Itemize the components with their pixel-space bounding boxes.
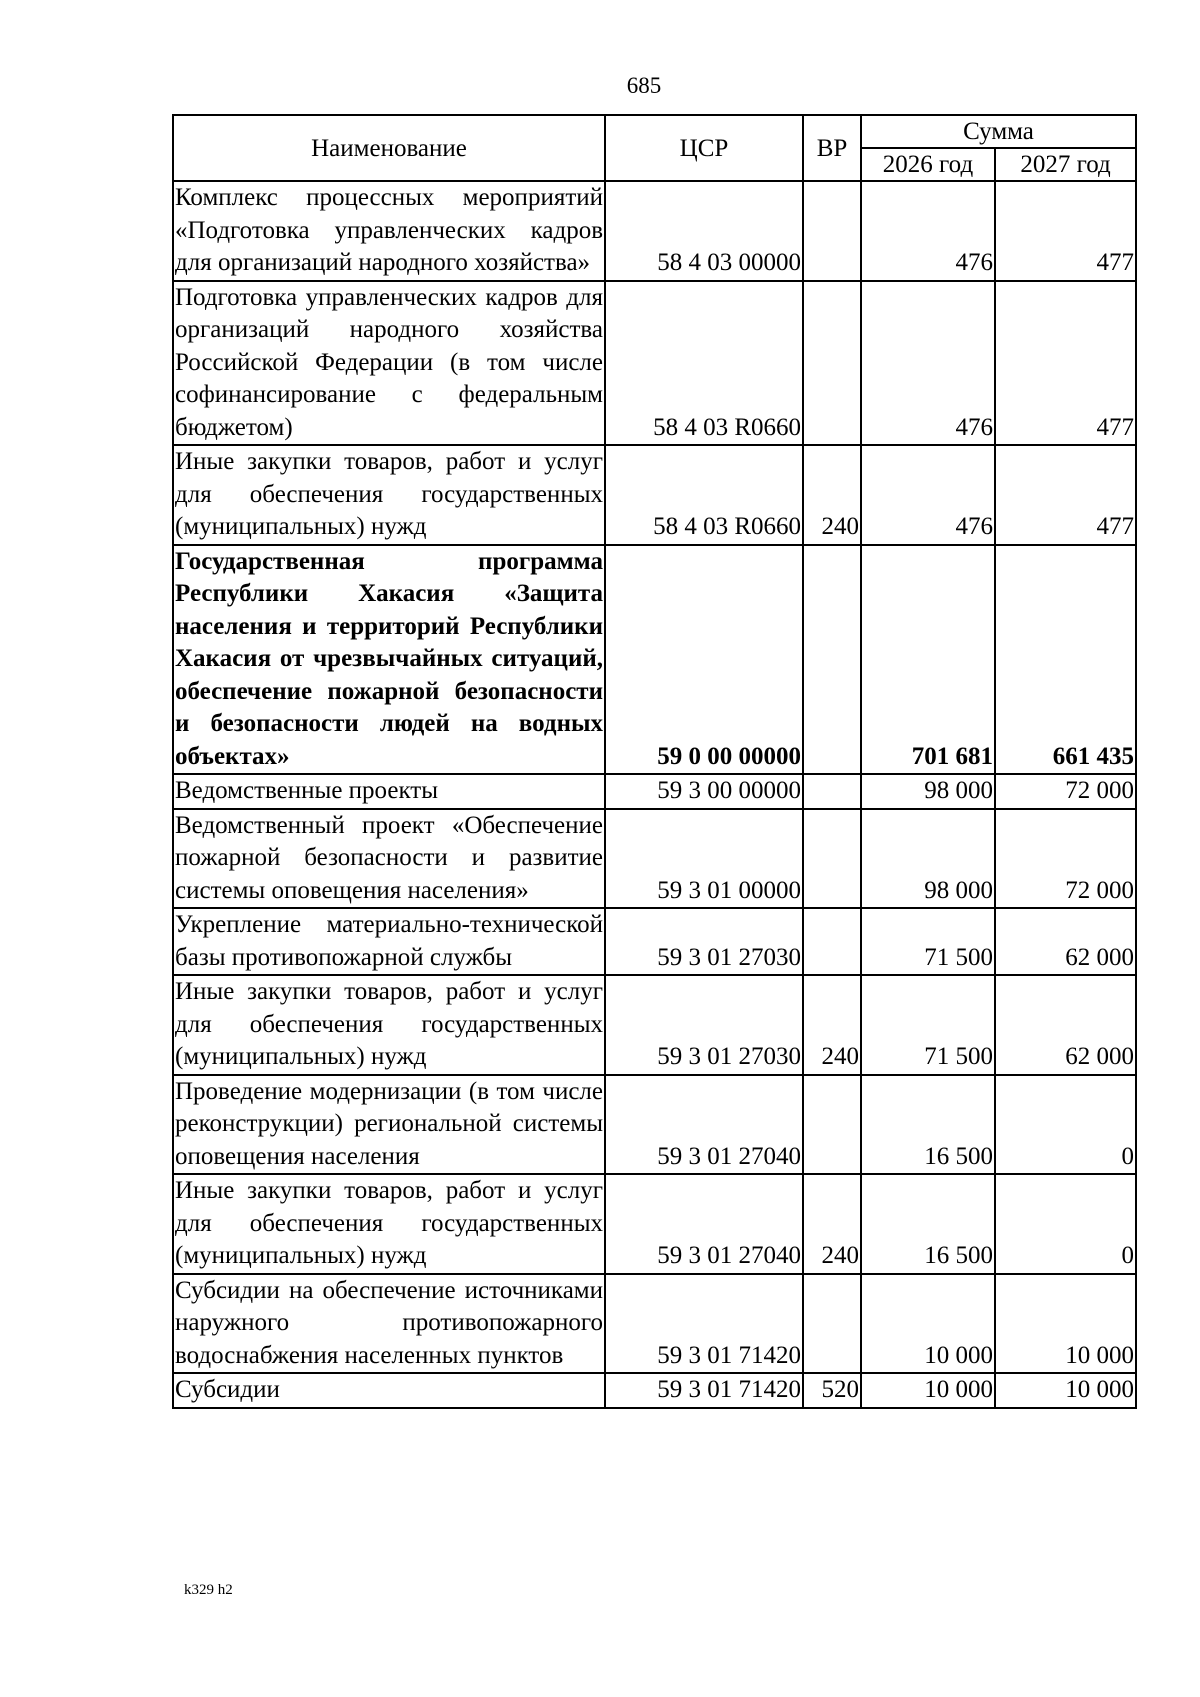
table-row [173, 908, 1136, 975]
row-vr [803, 1075, 861, 1175]
row-csr: 59 3 01 27040 [605, 1174, 803, 1274]
table-row [173, 975, 1136, 1075]
row-sum-2027: 0 [995, 1174, 1136, 1274]
row-vr [803, 545, 861, 775]
row-sum-2026: 16 500 [861, 1174, 995, 1274]
row-name: Ведомственный проект «Обеспечение пожарной безопасности и развитие системы оповещения населения» [173, 809, 605, 909]
table-body [173, 181, 1136, 1408]
row-vr [803, 281, 861, 446]
row-name: Иные закупки товаров, работ и услуг для обеспечения государственных (муниципальных) нужд [173, 1174, 605, 1274]
row-sum-2026: 476 [861, 281, 995, 446]
row-vr [803, 809, 861, 909]
header-sum: Сумма [861, 115, 1136, 148]
row-name: Иные закупки товаров, работ и услуг для обеспечения государственных (муниципальных) нужд [173, 975, 605, 1075]
row-sum-2027: 62 000 [995, 908, 1136, 975]
row-name: Государственная программа Республики Хакасия «Защита населения и территорий Республики Хакасия от чрезвычайных ситуаций, обеспечение пожарной безопасности и безопасности людей на водных объектах» [173, 545, 605, 775]
row-name: Субсидии на обеспечение источниками наружного противопожарного водоснабжения населенных пунктов [173, 1274, 605, 1374]
row-csr: 59 3 01 27040 [605, 1075, 803, 1175]
table-row [173, 545, 1136, 775]
row-sum-2026: 476 [861, 445, 995, 545]
header-year-2027: 2027 год [995, 148, 1136, 181]
table-row [173, 774, 1136, 809]
row-vr [803, 181, 861, 281]
row-sum-2027: 10 000 [995, 1274, 1136, 1374]
row-sum-2027: 477 [995, 181, 1136, 281]
table-row [173, 281, 1136, 446]
table-row [173, 1075, 1136, 1175]
table-row [173, 181, 1136, 281]
row-vr [803, 774, 861, 809]
row-sum-2026: 10 000 [861, 1373, 995, 1408]
row-sum-2026: 10 000 [861, 1274, 995, 1374]
row-name: Комплекс процессных мероприятий «Подготовка управленческих кадров для организаций народного хозяйства» [173, 181, 605, 281]
table-row [173, 1274, 1136, 1374]
row-sum-2026: 476 [861, 181, 995, 281]
row-sum-2026: 98 000 [861, 774, 995, 809]
page-number: 685 [626, 73, 662, 98]
row-csr: 58 4 03 R0660 [605, 445, 803, 545]
table-header [173, 115, 1136, 181]
row-name: Иные закупки товаров, работ и услуг для обеспечения государственных (муниципальных) нужд [173, 445, 605, 545]
header-csr: ЦСР [605, 115, 803, 181]
table-row [173, 809, 1136, 909]
budget-table [172, 114, 1137, 1409]
footer-code: k329 h2 [184, 1582, 233, 1598]
row-name: Ведомственные проекты [173, 774, 605, 809]
row-csr: 59 3 01 71420 [605, 1373, 803, 1408]
row-sum-2026: 71 500 [861, 975, 995, 1075]
row-csr: 59 3 00 00000 [605, 774, 803, 809]
row-vr: 240 [803, 975, 861, 1075]
row-vr [803, 908, 861, 975]
row-sum-2026: 701 681 [861, 545, 995, 775]
row-vr: 240 [803, 445, 861, 545]
table-row [173, 1174, 1136, 1274]
row-csr: 59 3 01 27030 [605, 975, 803, 1075]
row-sum-2026: 98 000 [861, 809, 995, 909]
row-sum-2027: 62 000 [995, 975, 1136, 1075]
row-vr: 240 [803, 1174, 861, 1274]
row-sum-2027: 477 [995, 281, 1136, 446]
row-sum-2027: 661 435 [995, 545, 1136, 775]
row-name: Субсидии [173, 1373, 605, 1408]
table-row [173, 1373, 1136, 1408]
row-csr: 58 4 03 00000 [605, 181, 803, 281]
row-csr: 59 3 01 00000 [605, 809, 803, 909]
row-name: Проведение модернизации (в том числе реконструкции) региональной системы оповещения населения [173, 1075, 605, 1175]
row-csr: 58 4 03 R0660 [605, 281, 803, 446]
row-name: Подготовка управленческих кадров для организаций народного хозяйства Российской Федерации (в том числе софинансирование с федеральным бюджетом) [173, 281, 605, 446]
table-row [173, 445, 1136, 545]
row-csr: 59 0 00 00000 [605, 545, 803, 775]
row-sum-2027: 72 000 [995, 774, 1136, 809]
row-sum-2027: 10 000 [995, 1373, 1136, 1408]
row-sum-2027: 477 [995, 445, 1136, 545]
row-name: Укрепление материально-технической базы противопожарной службы [173, 908, 605, 975]
row-sum-2026: 71 500 [861, 908, 995, 975]
row-sum-2027: 72 000 [995, 809, 1136, 909]
row-vr [803, 1274, 861, 1374]
row-sum-2026: 16 500 [861, 1075, 995, 1175]
header-name: Наименование [173, 115, 605, 181]
header-year-2026: 2026 год [861, 148, 995, 181]
row-csr: 59 3 01 71420 [605, 1274, 803, 1374]
row-sum-2027: 0 [995, 1075, 1136, 1175]
row-csr: 59 3 01 27030 [605, 908, 803, 975]
row-vr: 520 [803, 1373, 861, 1408]
header-vr: ВР [803, 115, 861, 181]
